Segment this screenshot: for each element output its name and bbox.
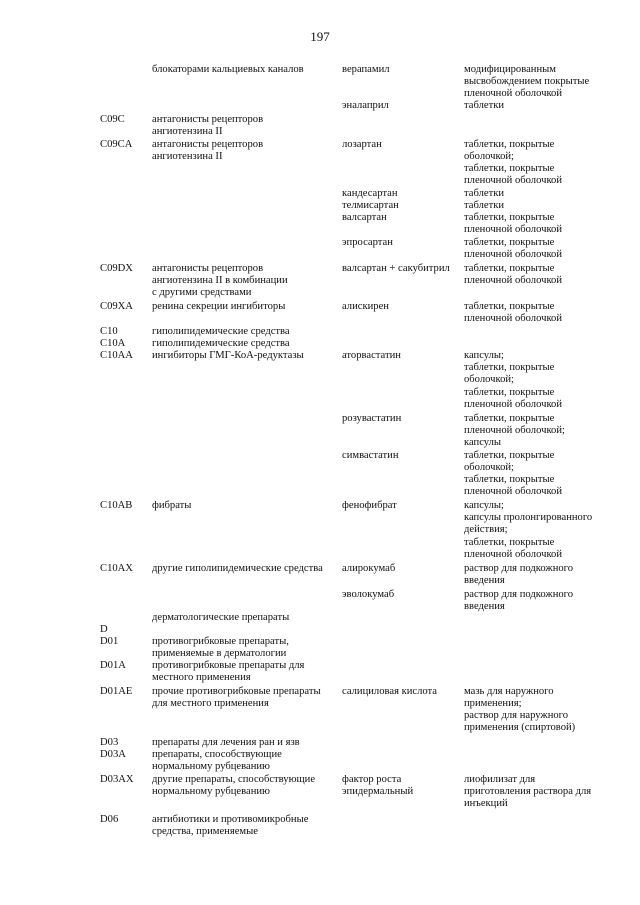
table-row xyxy=(0,139,640,151)
dosage-form: таблетки, покрытые xyxy=(464,263,555,274)
table-row xyxy=(0,362,640,374)
drug-name: валсартан xyxy=(342,212,387,223)
dosage-form: оболочкой; xyxy=(464,151,514,162)
table-row xyxy=(0,660,640,672)
group-name: с другими средствами xyxy=(152,287,252,298)
dosage-form: капсулы; xyxy=(464,500,504,511)
group-name: антагонисты рецепторов xyxy=(152,114,264,125)
group-name: прочие противогрибковые препараты xyxy=(152,686,321,697)
table-row xyxy=(0,774,640,786)
dosage-form: таблетки, покрытые xyxy=(464,387,555,398)
dosage-form: мазь для наружного xyxy=(464,686,554,697)
dosage-form: пленочной оболочкой xyxy=(464,249,563,260)
table-row xyxy=(0,710,640,722)
group-name: блокаторами кальциевых каналов xyxy=(152,64,304,75)
table-row xyxy=(0,151,640,163)
dosage-form: таблетки, покрытые xyxy=(464,450,555,461)
dosage-form: таблетки, покрытые xyxy=(464,212,555,223)
page-number: 197 xyxy=(310,29,330,44)
group-name: средства, применяемые xyxy=(152,826,258,837)
dosage-form: таблетки, покрытые xyxy=(464,139,555,150)
dosage-form: таблетки, покрытые xyxy=(464,413,555,424)
atc-code: D03 xyxy=(100,737,119,748)
atc-code: C09C xyxy=(100,114,125,125)
dosage-form: оболочкой; xyxy=(464,374,514,385)
table-row xyxy=(0,761,640,773)
drug-name: эволокумаб xyxy=(342,589,395,600)
table-row xyxy=(0,722,640,734)
drug-name: верапамил xyxy=(342,64,390,75)
atc-code: C09CA xyxy=(100,139,133,150)
table-row xyxy=(0,563,640,575)
group-name: применяемые в дерматологии xyxy=(152,648,287,659)
table-row xyxy=(0,237,640,249)
table-row xyxy=(0,549,640,561)
group-name: нормальному рубцеванию xyxy=(152,786,270,797)
dosage-form: пленочной оболочкой xyxy=(464,549,563,560)
atc-code: C10 xyxy=(100,326,118,337)
group-name: противогрибковые препараты, xyxy=(152,636,289,647)
group-name: дерматологические препараты xyxy=(152,612,290,623)
dosage-form: таблетки, покрытые xyxy=(464,237,555,248)
table-row xyxy=(0,387,640,399)
dosage-form: пленочной оболочкой xyxy=(464,175,563,186)
dosage-form: таблетки, покрытые xyxy=(464,163,555,174)
table-row xyxy=(0,462,640,474)
table-row xyxy=(0,537,640,549)
table-row xyxy=(0,500,640,512)
drug-name: валсартан + сакубитрил xyxy=(342,263,450,274)
table-row xyxy=(0,672,640,684)
group-name: ингибиторы ГМГ-КоА-редуктазы xyxy=(152,350,304,361)
dosage-form: оболочкой; xyxy=(464,462,514,473)
drug-name: эналаприл xyxy=(342,100,389,111)
dosage-form: капсулы; xyxy=(464,350,504,361)
table-row xyxy=(0,212,640,224)
dosage-form: пленочной оболочкой xyxy=(464,399,563,410)
table-row xyxy=(0,326,640,338)
table-row xyxy=(0,737,640,749)
atc-code: D01AE xyxy=(100,686,133,697)
dosage-form: инъекций xyxy=(464,798,508,809)
table-row xyxy=(0,126,640,138)
dosage-form: лиофилизат для xyxy=(464,774,536,785)
table-row xyxy=(0,624,640,636)
dosage-form: пленочной оболочкой; xyxy=(464,425,565,436)
group-name: гиполипидемические средства xyxy=(152,326,290,337)
drug-name: симвастатин xyxy=(342,450,399,461)
atc-code: C09DX xyxy=(100,263,133,274)
group-name: антагонисты рецепторов xyxy=(152,263,264,274)
atc-code: C10AX xyxy=(100,563,133,574)
table-row xyxy=(0,301,640,313)
drug-name: салициловая кислота xyxy=(342,686,438,697)
atc-code: D xyxy=(100,624,108,635)
dosage-form: пленочной оболочкой xyxy=(464,486,563,497)
table-row xyxy=(0,524,640,536)
table-row xyxy=(0,612,640,624)
table-row xyxy=(0,486,640,498)
table-row xyxy=(0,287,640,299)
dosage-form: применения; xyxy=(464,698,522,709)
group-name: фибраты xyxy=(152,500,192,511)
dosage-form: таблетки, покрытые xyxy=(464,537,555,548)
table-row xyxy=(0,648,640,660)
group-name: местного применения xyxy=(152,672,251,683)
dosage-form: действия; xyxy=(464,524,508,535)
table-row xyxy=(0,263,640,275)
atc-code: D01A xyxy=(100,660,126,671)
drug-name: эпросартан xyxy=(342,237,393,248)
group-name: антибиотики и противомикробные xyxy=(152,814,309,825)
atc-code: C10A xyxy=(100,338,126,349)
dosage-form: модифицированным xyxy=(464,64,556,75)
atc-code: C10AA xyxy=(100,350,133,361)
table-row xyxy=(0,636,640,648)
table-row xyxy=(0,814,640,826)
dosage-form: пленочной оболочкой xyxy=(464,88,563,99)
dosage-form: таблетки xyxy=(464,188,505,199)
group-name: антагонисты рецепторов xyxy=(152,139,264,150)
table-row xyxy=(0,64,640,76)
group-name: нормальному рубцеванию xyxy=(152,761,270,772)
group-name: ангиотензина II xyxy=(152,126,223,137)
table-row xyxy=(0,698,640,710)
table-row xyxy=(0,437,640,449)
table-row xyxy=(0,425,640,437)
table-row xyxy=(0,474,640,486)
table-row xyxy=(0,100,640,112)
dosage-form: пленочной оболочкой xyxy=(464,313,563,324)
table-row xyxy=(0,786,640,798)
drug-name: фенофибрат xyxy=(342,500,397,511)
dosage-form: капсулы xyxy=(464,437,502,448)
table-row xyxy=(0,88,640,100)
table-row xyxy=(0,413,640,425)
table-row xyxy=(0,76,640,88)
table-row xyxy=(0,450,640,462)
table-row xyxy=(0,749,640,761)
table-row xyxy=(0,275,640,287)
drug-name: розувастатин xyxy=(342,413,402,424)
group-name: ренина секреции ингибиторы xyxy=(152,301,286,312)
group-name: ангиотензина II в комбинации xyxy=(152,275,288,286)
dosage-form: раствор для наружного xyxy=(464,710,569,721)
dosage-form: раствор для подкожного xyxy=(464,589,574,600)
table-row xyxy=(0,575,640,587)
dosage-form: пленочной оболочкой xyxy=(464,224,563,235)
drug-name: эпидермальный xyxy=(342,786,414,797)
atc-code: D03A xyxy=(100,749,126,760)
table-row xyxy=(0,589,640,601)
group-name: препараты для лечения ран и язв xyxy=(152,737,300,748)
table-row xyxy=(0,114,640,126)
dosage-form: применения (спиртовой) xyxy=(464,722,576,733)
table-row xyxy=(0,374,640,386)
dosage-form: таблетки xyxy=(464,200,505,211)
dosage-form: таблетки xyxy=(464,100,505,111)
dosage-form: приготовления раствора для xyxy=(464,786,592,797)
group-name: препараты, способствующие xyxy=(152,749,282,760)
atc-code: D06 xyxy=(100,814,119,825)
drug-name: телмисартан xyxy=(342,200,399,211)
group-name: гиполипидемические средства xyxy=(152,338,290,349)
drug-name: алискирен xyxy=(342,301,389,312)
table-row xyxy=(0,188,640,200)
dosage-form: введения xyxy=(464,575,505,586)
table-row xyxy=(0,175,640,187)
drug-name: лозартан xyxy=(342,139,382,150)
dosage-form: высвобождением покрытые xyxy=(464,76,590,87)
table-row xyxy=(0,200,640,212)
dosage-form: пленочной оболочкой xyxy=(464,275,563,286)
group-name: противогрибковые препараты для xyxy=(152,660,305,671)
table-row xyxy=(0,350,640,362)
drug-name: фактор роста xyxy=(342,774,402,785)
table-row xyxy=(0,686,640,698)
dosage-form: таблетки, покрытые xyxy=(464,362,555,373)
table-row xyxy=(0,224,640,236)
table-row xyxy=(0,163,640,175)
drug-name: алирокумаб xyxy=(342,563,396,574)
table-row xyxy=(0,249,640,261)
atc-code: C09XA xyxy=(100,301,133,312)
group-name: другие гиполипидемические средства xyxy=(152,563,323,574)
atc-code: D01 xyxy=(100,636,119,647)
group-name: для местного применения xyxy=(152,698,269,709)
dosage-form: введения xyxy=(464,601,505,612)
dosage-form: раствор для подкожного xyxy=(464,563,574,574)
table-row xyxy=(0,826,640,838)
drug-name: кандесартан xyxy=(342,188,398,199)
table-row xyxy=(0,338,640,350)
dosage-form: таблетки, покрытые xyxy=(464,474,555,485)
table-row xyxy=(0,313,640,325)
table-row xyxy=(0,399,640,411)
group-name: ангиотензина II xyxy=(152,151,223,162)
dosage-form: капсулы пролонгированного xyxy=(464,512,593,523)
atc-code: C10AB xyxy=(100,500,133,511)
dosage-form: таблетки, покрытые xyxy=(464,301,555,312)
atc-code: D03AX xyxy=(100,774,134,785)
drug-name: аторвастатин xyxy=(342,350,401,361)
table-row xyxy=(0,512,640,524)
table-row xyxy=(0,798,640,810)
group-name: другие препараты, способствующие xyxy=(152,774,316,785)
